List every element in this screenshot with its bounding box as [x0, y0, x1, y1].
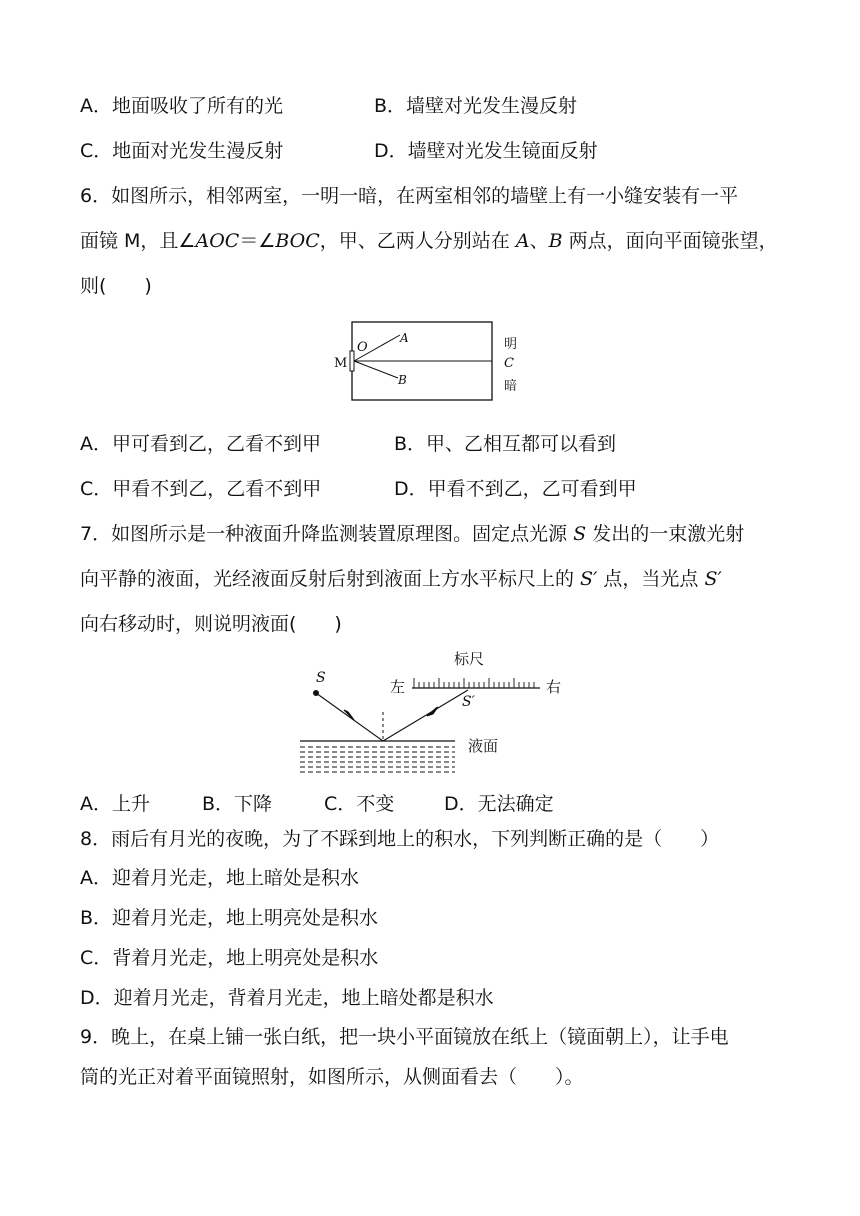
q6-label-a: A [400, 331, 409, 345]
q5-option-d: D．墙壁对光发生镜面反射 [374, 140, 598, 162]
q7-label-liquid: 液面 [468, 737, 499, 755]
q7-figure-liquid-monitor [290, 644, 580, 779]
q6-label-b: B [398, 373, 407, 387]
q7-option-d: D．无法确定 [444, 793, 554, 815]
q6-stem-line1: 6．如图所示，相邻两室，一明一暗，在两室相邻的墙壁上有一小缝安装有一平 [80, 185, 739, 207]
q6-label-dark: 暗 [504, 379, 518, 394]
q6-stem-line3: 则( ) [80, 275, 152, 297]
q6-option-a: A．甲可看到乙，乙看不到甲 [80, 433, 321, 455]
q6-option-c: C．甲看不到乙，乙看不到甲 [80, 478, 322, 500]
q7-label-left: 左 [390, 678, 406, 696]
q6-figure-mirror-rooms [330, 318, 530, 404]
q7-stem-line3: 向右移动时，则说明液面( ) [80, 613, 342, 635]
q7-option-c: C．不变 [324, 793, 395, 815]
q8-option-c: C．背着月光走，地上明亮处是积水 [80, 947, 379, 969]
q9-stem-line1: 9．晚上，在桌上铺一张白纸，把一块小平面镜放在纸上（镜面朝上），让手电 [80, 1026, 729, 1048]
q6-option-d: D．甲看不到乙，乙可看到甲 [394, 478, 637, 500]
q7-label-s: S [316, 670, 326, 686]
q5-option-c: C．地面对光发生漫反射 [80, 140, 284, 162]
q5-option-a: A．地面吸收了所有的光 [80, 95, 283, 117]
q9-stem-line2: 筒的光正对着平面镜照射，如图所示，从侧面看去（ ）。 [80, 1066, 584, 1088]
q6-label-m: M [334, 356, 348, 371]
q6-label-bright: 明 [504, 337, 518, 352]
q8-option-d: D．迎着月光走，背着月光走，地上暗处都是积水 [80, 987, 494, 1009]
q8-option-a: A．迎着月光走，地上暗处是积水 [80, 867, 359, 889]
q8-option-b: B．迎着月光走，地上明亮处是积水 [80, 907, 379, 929]
q7-label-ruler: 标尺 [454, 650, 485, 668]
q7-option-b: B．下降 [202, 793, 273, 815]
q7-label-s-prime: S′ [462, 694, 475, 710]
q8-stem: 8．雨后有月光的夜晚，为了不踩到地上的积水，下列判断正确的是（ ） [80, 828, 720, 850]
q7-option-a: A．上升 [80, 793, 150, 815]
q5-option-b: B．墙壁对光发生漫反射 [374, 95, 578, 117]
q7-label-right: 右 [546, 678, 562, 696]
q6-label-c: C [504, 356, 514, 371]
q7-stem-line1: 7．如图所示是一种液面升降监测装置原理图。固定点光源 S 发出的一束激光射 [80, 523, 745, 545]
q6-option-b: B．甲、乙相互都可以看到 [394, 433, 617, 455]
q7-stem-line2: 向平静的液面，光经液面反射后射到液面上方水平标尺上的 S′ 点，当光点 S′ [80, 568, 722, 590]
q6-label-o: O [357, 340, 368, 355]
q6-stem-line2: 面镜 M，且∠AOC＝∠BOC，甲、乙两人分别站在 A、B 两点，面向平面镜张望， [80, 230, 778, 252]
